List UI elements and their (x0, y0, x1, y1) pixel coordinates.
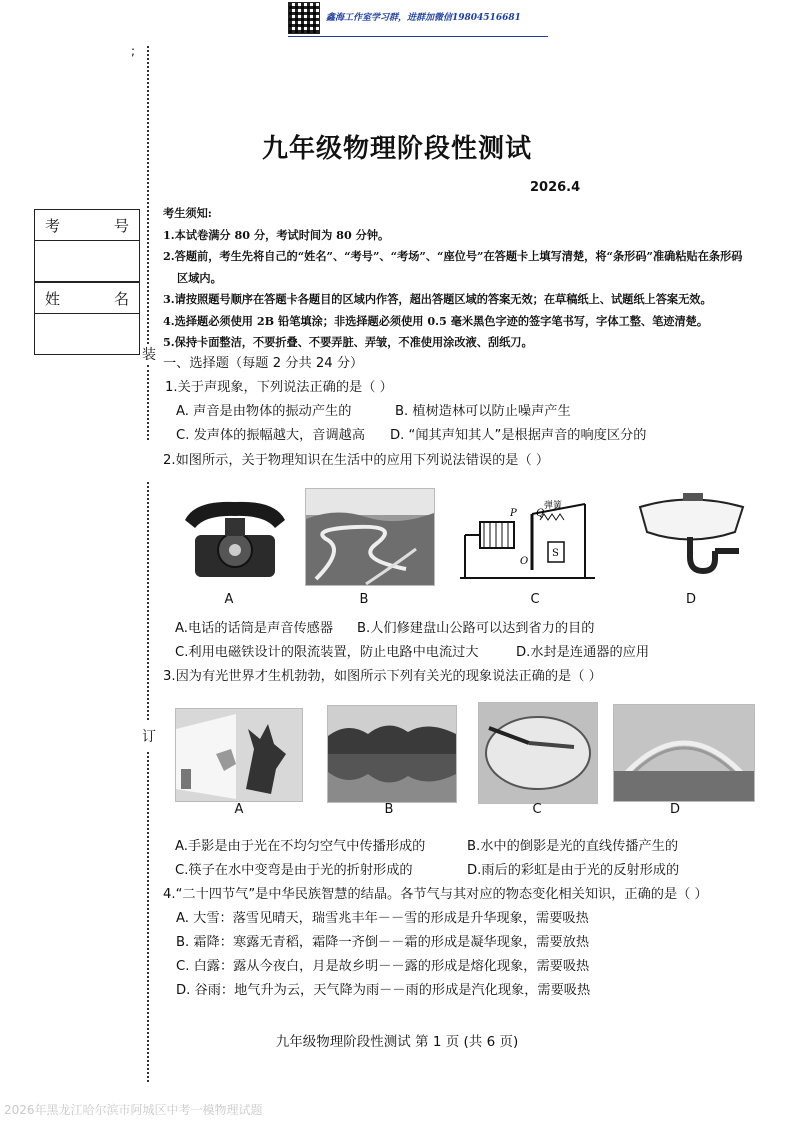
q3-label-b: B (384, 802, 394, 817)
q3-fig-chopsticks (478, 702, 598, 804)
q1-option-b[interactable]: B. 植树造林可以防止噪声产生 (395, 404, 571, 419)
name-box (34, 282, 140, 355)
q3-label-d: D (669, 802, 680, 817)
q1-option-d[interactable]: D. “闻其声知其人”是根据声音的响度区分的 (390, 428, 647, 443)
q4-option-a[interactable]: A. 大雪：落雪见晴天，瑞雪兆丰年－－雪的形成是升华现象，需要吸热 (176, 911, 589, 926)
binding-dotted-line-top (147, 46, 149, 344)
exam-title: 九年级物理阶段性测试 (261, 134, 532, 164)
q2-option-a[interactable]: A.电话的话筒是声音传感器 (175, 621, 334, 636)
q3-option-c[interactable]: C.筷子在水中变弯是由于光的折射形成的 (175, 863, 413, 878)
exam-number-field[interactable] (35, 241, 139, 281)
q4-option-c[interactable]: C. 白露：露从今夜白，月是故乡明－－露的形成是熔化现象，需要吸热 (176, 959, 590, 974)
q2-label-c: C (530, 592, 540, 607)
q2-label-d: D (685, 592, 696, 607)
qr-code-icon (288, 2, 320, 34)
label-o: O (520, 556, 529, 567)
q2-fig-mountain-road (305, 488, 435, 586)
q4-option-d[interactable]: D. 谷雨：地气升为云，天气降为雨－－雨的形成是汽化现象，需要吸热 (176, 983, 591, 998)
q3-label-a: A (234, 802, 244, 817)
mountain-road-image (306, 489, 434, 585)
name-label-right: 名 (113, 289, 129, 308)
header-banner-text: 鑫海工作室学习群，进群加微信19804516681 (326, 13, 521, 23)
q4-option-b[interactable]: B. 霜降：寒露无青稻，霜降一齐倒－－霜的形成是凝华现象，需要放热 (176, 935, 590, 950)
notes-item: 4.选择题必须使用 2B 铅笔填涂；非选择题必须使用 0.5 毫米黑色字迹的签字笔书写，字体工整、笔迹清楚。 (163, 313, 709, 328)
binding-semicolon: ; (131, 44, 136, 58)
q2-label-b: B (359, 592, 369, 607)
rainbow-image (614, 705, 754, 801)
label-spring: 弹簧 (544, 501, 563, 511)
header-underline (288, 36, 548, 37)
binding-dotted-line-mid1 (147, 365, 149, 440)
name-label (35, 283, 139, 314)
q3-option-a[interactable]: A.手影是由于光在不均匀空气中传播形成的 (175, 839, 426, 854)
q4-stem: 4.“二十四节气”是中华民族智慧的结晶。各节气与其对应的物态变化相关知识，正确的是（ ） (163, 887, 708, 902)
notes-item: 2.答题前，考生先将自己的“姓名”、“考号”、“考场”、“座位号”在答题卡上填写清楚，将“条形码”准确粘贴在条形码 (163, 249, 743, 263)
q3-fig-reflection (327, 705, 457, 803)
exam-number-label (35, 210, 139, 241)
watermark: 2026年黑龙江哈尔滨市阿城区中考一模物理试题 (4, 1103, 263, 1117)
section-heading: 一、选择题（每题 2 分共 24 分） (163, 356, 364, 371)
chopstick-in-water-image (479, 703, 597, 803)
q2-fig-telephone (175, 490, 293, 582)
notes-item: 区域内。 (177, 270, 222, 285)
q3-option-d[interactable]: D.雨后的彩虹是由于光的反射形成的 (467, 863, 680, 878)
q2-option-b[interactable]: B.人们修建盘山公路可以达到省力的目的 (357, 621, 595, 636)
label-s: S (552, 548, 559, 559)
hand-shadow-image (176, 709, 302, 801)
label-q: Q (536, 508, 545, 519)
binding-zhuang: 装 (142, 347, 156, 363)
notes-item: 1.本试卷满分 80 分，考试时间为 80 分钟。 (163, 227, 390, 242)
q2-label-a: A (224, 592, 234, 607)
q2-option-c[interactable]: C.利用电磁铁设计的限流装置，防止电路中电流过大 (175, 645, 479, 660)
notes-item: 5.保持卡面整洁，不要折叠、不要弄脏、弄皱，不准使用涂改液、刮纸刀。 (163, 335, 533, 349)
page-footer: 九年级物理阶段性测试 第 1 页 (共 6 页) (275, 1034, 519, 1050)
name-label-left: 姓 (45, 289, 61, 308)
label-p: P (510, 508, 517, 519)
q3-option-b[interactable]: B.水中的倒影是光的直线传播产生的 (467, 839, 679, 854)
exam-number-label-right: 号 (113, 216, 129, 235)
q2-fig-sink-trap (635, 487, 747, 583)
name-field[interactable] (35, 314, 139, 354)
q3-stem: 3.因为有光世界才生机勃勃，如图所示下列有关光的现象说法正确的是（ ） (163, 669, 602, 684)
q1-option-c[interactable]: C. 发声体的振幅越大，音调越高 (176, 428, 366, 443)
q3-label-c: C (532, 802, 542, 817)
exam-number-box (34, 209, 140, 282)
q2-fig-electromagnet-circuit (460, 500, 600, 584)
notes-item: 3.请按照题号顺序在答题卡各题目的区域内作答，超出答题区域的答案无效；在草稿纸上、试题纸上答案无效。 (163, 292, 712, 306)
lake-reflection-image (328, 706, 456, 802)
q1-stem: 1.关于声现象，下列说法正确的是（ ） (165, 380, 393, 395)
header-banner (288, 2, 548, 36)
binding-ding: 订 (142, 729, 156, 745)
q3-fig-hand-shadow (175, 708, 303, 802)
exam-number-label-left: 考 (45, 216, 61, 235)
notes-heading: 考生须知: (163, 206, 212, 220)
q2-stem: 2.如图所示，关于物理知识在生活中的应用下列说法错误的是（ ） (163, 453, 550, 468)
candidate-notes (163, 203, 763, 354)
exam-date: 2026.4 (530, 180, 581, 195)
binding-dotted-line-mid2 (147, 482, 149, 720)
q2-option-d[interactable]: D.水封是连通器的应用 (516, 645, 650, 660)
q1-option-a[interactable]: A. 声音是由物体的振动产生的 (176, 404, 352, 419)
q3-fig-rainbow (613, 704, 755, 802)
